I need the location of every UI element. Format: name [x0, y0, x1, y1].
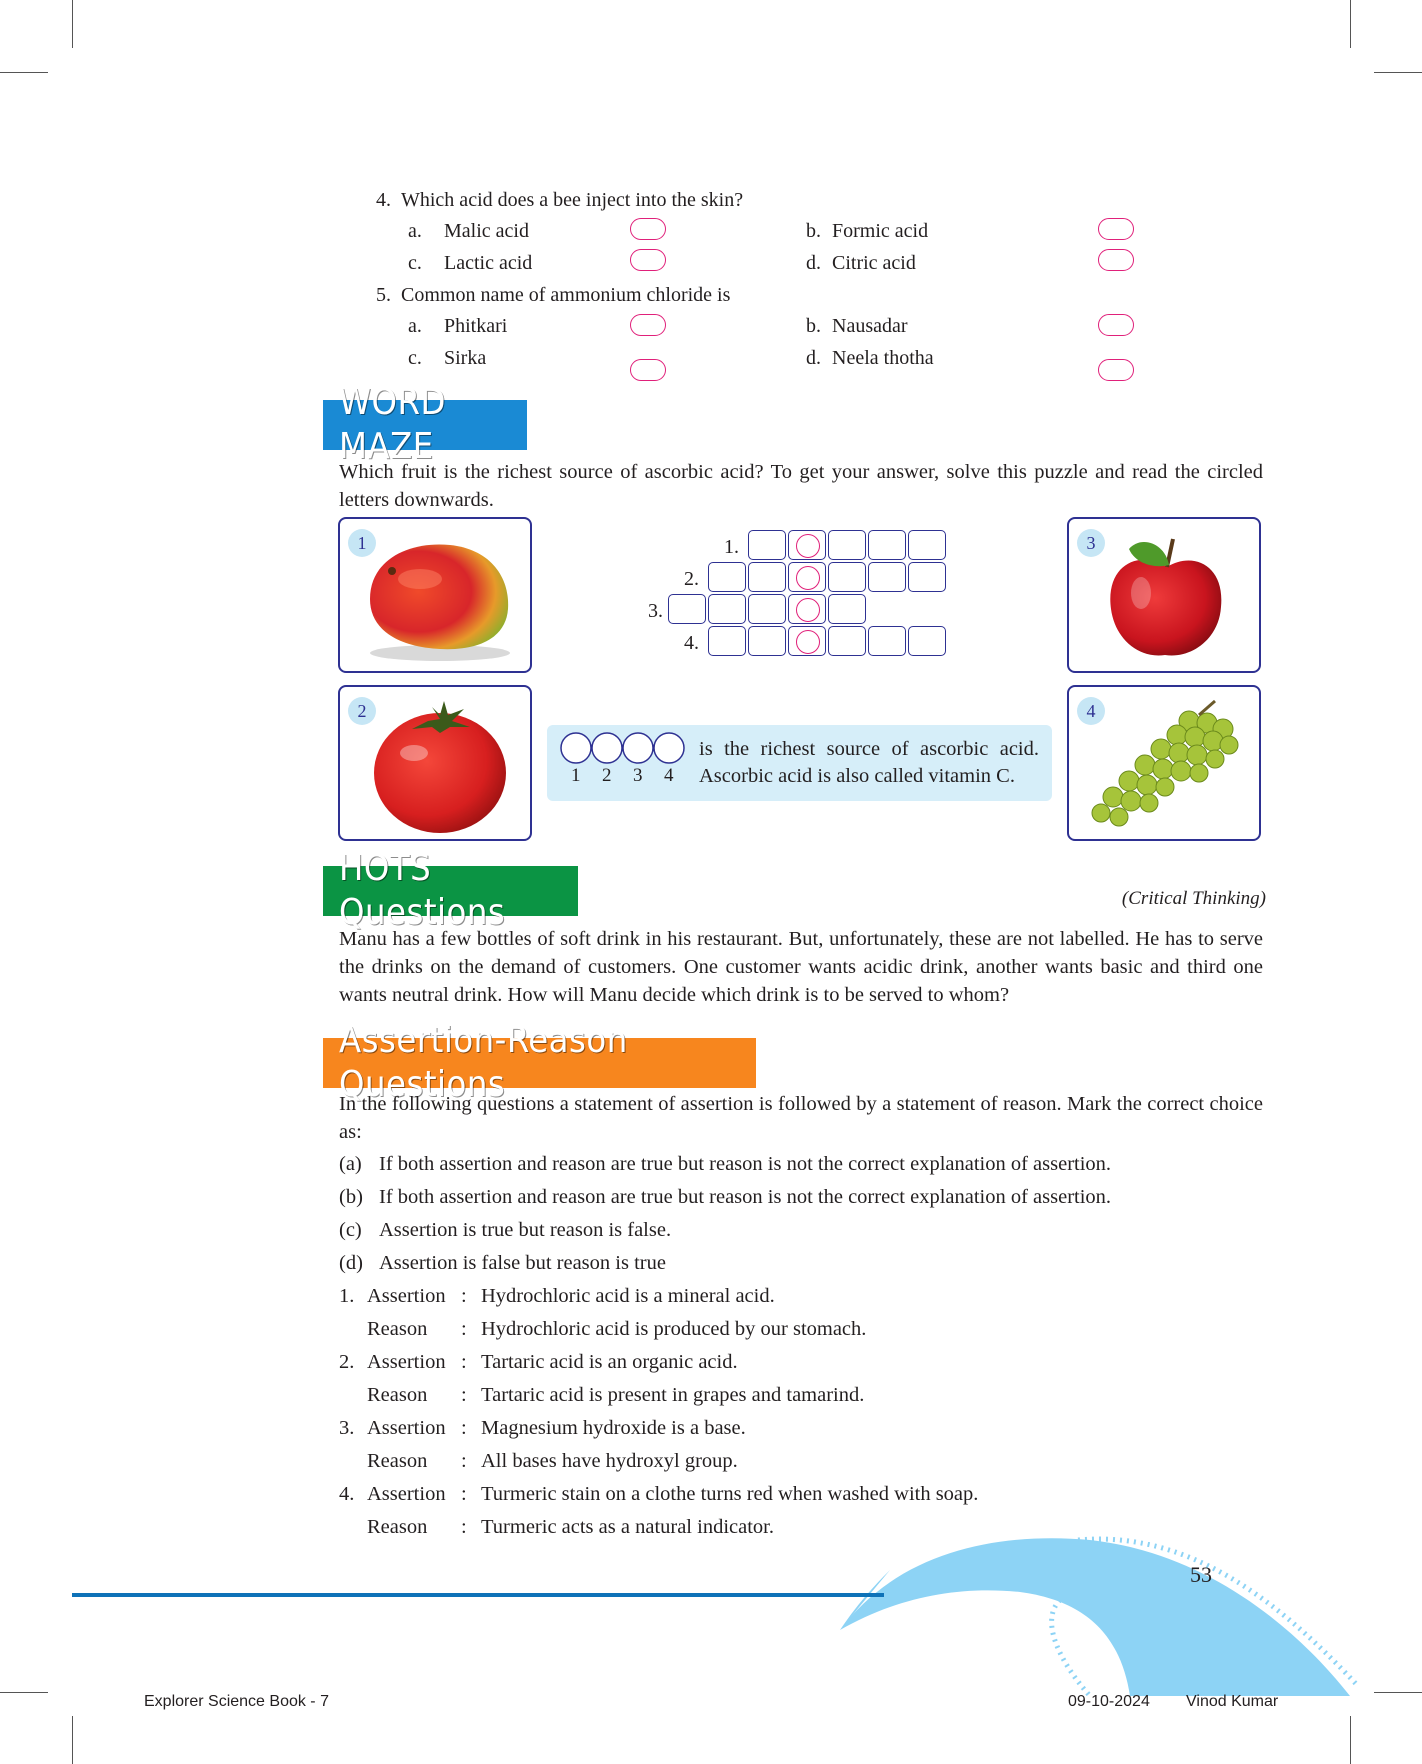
answer-circles — [559, 731, 685, 765]
card-number-badge: 4 — [1077, 697, 1105, 725]
assertion-reason-intro: In the following questions a statement of assertion is followed by a statement of reason. Mark the correct choice as: — [339, 1093, 1263, 1143]
row-label-1: 1. — [724, 536, 739, 558]
grid-cell[interactable] — [868, 530, 906, 560]
ar-item-3-reason: Reason : All bases have hydroxyl group. — [367, 1450, 738, 1472]
grid-cell[interactable] — [828, 530, 866, 560]
ar-item-1-reason: Reason : Hydrochloric acid is produced by our stomach. — [367, 1318, 867, 1340]
answer-line-1: is the richest source of ascorbic acid. — [699, 738, 1039, 760]
fruit-card-mango — [338, 517, 532, 673]
crop-mark — [1350, 0, 1351, 48]
crop-mark — [1350, 1716, 1351, 1764]
option-5c: c. Sirka — [408, 347, 487, 369]
ar-item-2-assertion: 2. Assertion : Tartaric acid is an organic acid. — [339, 1351, 738, 1373]
option-4b: b. Formic acid — [806, 220, 929, 242]
row-label-3: 3. — [648, 600, 663, 622]
footer-rule — [72, 1593, 884, 1597]
hots-banner — [323, 848, 578, 933]
grid-cell[interactable] — [748, 626, 786, 656]
card-number-badge: 2 — [348, 697, 376, 725]
grid-cell[interactable] — [708, 594, 746, 624]
circle-marker — [796, 630, 820, 654]
option-4a: a. Malic acid — [408, 220, 529, 242]
option-5b: b. Nausadar — [806, 315, 908, 337]
card-number-badge: 3 — [1077, 529, 1105, 557]
option-5c-circle[interactable] — [630, 359, 666, 381]
option-5b-circle[interactable] — [1098, 314, 1134, 336]
fruit-card-grapes — [1067, 685, 1261, 841]
question-text: Which acid does a bee inject into the skin? — [401, 189, 744, 211]
grid-cell[interactable] — [668, 594, 706, 624]
crop-mark — [1374, 72, 1422, 73]
card-number-badge: 1 — [348, 529, 376, 557]
answer-circle[interactable] — [561, 733, 591, 763]
answer-circle[interactable] — [623, 733, 653, 763]
question-number: 5. — [376, 284, 391, 306]
crop-mark — [0, 1692, 48, 1693]
ar-item-3-assertion: 3. Assertion : Magnesium hydroxide is a base. — [339, 1417, 746, 1439]
ar-item-4-reason: Reason : Turmeric acts as a natural indicator. — [367, 1516, 774, 1538]
choice-a: (a) If both assertion and reason are true but reason is not the correct explanation of assertion. — [339, 1153, 1112, 1175]
grid-cell[interactable] — [868, 562, 906, 592]
grid-cell[interactable] — [908, 530, 946, 560]
choice-d: (d) Assertion is false but reason is true — [339, 1252, 666, 1274]
row-label-2: 2. — [684, 568, 699, 590]
choice-b: (b) If both assertion and reason are true but reason is not the correct explanation of assertion. — [339, 1186, 1112, 1208]
option-4c-circle[interactable] — [630, 249, 666, 271]
answer-numbers: 1 2 3 4 — [571, 765, 674, 786]
crop-mark — [0, 72, 48, 73]
option-4c: c. Lactic acid — [408, 252, 533, 274]
grid-cell[interactable] — [828, 562, 866, 592]
crop-mark — [72, 1716, 73, 1764]
crop-mark — [1374, 1692, 1422, 1693]
answer-circle[interactable] — [592, 733, 622, 763]
option-5a-circle[interactable] — [630, 314, 666, 336]
option-4d: d. Citric acid — [806, 252, 916, 274]
assertion-reason-banner — [323, 1020, 756, 1105]
word-maze-grid — [650, 528, 960, 660]
word-maze-banner — [323, 382, 527, 467]
row-label-4: 4. — [684, 632, 699, 654]
option-4a-circle[interactable] — [630, 218, 666, 240]
grid-cell[interactable] — [908, 626, 946, 656]
footer-author: Vinod Kumar — [1186, 1693, 1279, 1710]
decorative-wave — [820, 1520, 1360, 1700]
grid-cell[interactable] — [748, 530, 786, 560]
page-number: 53 — [1190, 1562, 1212, 1587]
grid-cell-circled[interactable] — [788, 530, 826, 560]
footer-book-title: Explorer Science Book - 7 — [144, 1693, 329, 1710]
ar-item-1-assertion: 1. Assertion : Hydrochloric acid is a mineral acid. — [339, 1285, 775, 1307]
critical-thinking-tag: (Critical Thinking) — [1121, 888, 1266, 909]
answer-line-2: Ascorbic acid is also called vitamin C. — [699, 765, 1015, 787]
grid-cell[interactable] — [828, 626, 866, 656]
grid-cell[interactable] — [748, 594, 786, 624]
ar-item-2-reason: Reason : Tartaric acid is present in grapes and tamarind. — [367, 1384, 865, 1406]
grid-cell[interactable] — [748, 562, 786, 592]
option-4d-circle[interactable] — [1098, 249, 1134, 271]
grid-cell-circled[interactable] — [788, 626, 826, 656]
grid-cell[interactable] — [868, 626, 906, 656]
hots-text: Manu has a few bottles of soft drink in his restaurant. But, unfortunately, these are not labelled. He has to serve the drinks on the demand of customers. One customer wants acidic drink, another wants basic and third one wants neutral drink. How will Manu decide which drink is to be served to whom? — [339, 928, 1263, 1006]
grid-cell[interactable] — [908, 562, 946, 592]
hots-title: HOTS Questions — [339, 848, 506, 933]
grid-cell-circled[interactable] — [788, 562, 826, 592]
crop-mark — [72, 0, 73, 48]
option-5d: d. Neela thotha — [806, 347, 934, 369]
grid-cell[interactable] — [828, 594, 866, 624]
answer-box — [547, 725, 1052, 801]
choice-c: (c) Assertion is true but reason is false. — [339, 1219, 672, 1241]
grid-cell[interactable] — [708, 562, 746, 592]
option-5d-circle[interactable] — [1098, 359, 1134, 381]
option-5a: a. Phitkari — [408, 315, 508, 337]
grid-cell-circled[interactable] — [788, 594, 826, 624]
answer-circle[interactable] — [654, 733, 684, 763]
question-number: 4. — [376, 189, 391, 211]
word-maze-instruction: Which fruit is the richest source of ascorbic acid? To get your answer, solve this puzzle and read the circled letters downwards. — [339, 461, 1263, 511]
question-5 — [376, 283, 730, 307]
word-maze-title: WORD MAZE — [339, 382, 446, 467]
ar-item-4-assertion: 4. Assertion : Turmeric stain on a clothe turns red when washed with soap. — [339, 1483, 979, 1505]
option-4b-circle[interactable] — [1098, 218, 1134, 240]
grid-cell[interactable] — [708, 626, 746, 656]
assertion-reason-title: Assertion-Reason Questions — [339, 1020, 628, 1105]
circle-marker — [796, 534, 820, 558]
circle-marker — [796, 598, 820, 622]
footer-date: 09-10-2024 — [1068, 1693, 1150, 1710]
fruit-card-apple — [1067, 517, 1261, 673]
question-4 — [376, 188, 743, 212]
question-text: Common name of ammonium chloride is — [401, 284, 731, 306]
circle-marker — [796, 566, 820, 590]
fruit-card-tomato — [338, 685, 532, 841]
